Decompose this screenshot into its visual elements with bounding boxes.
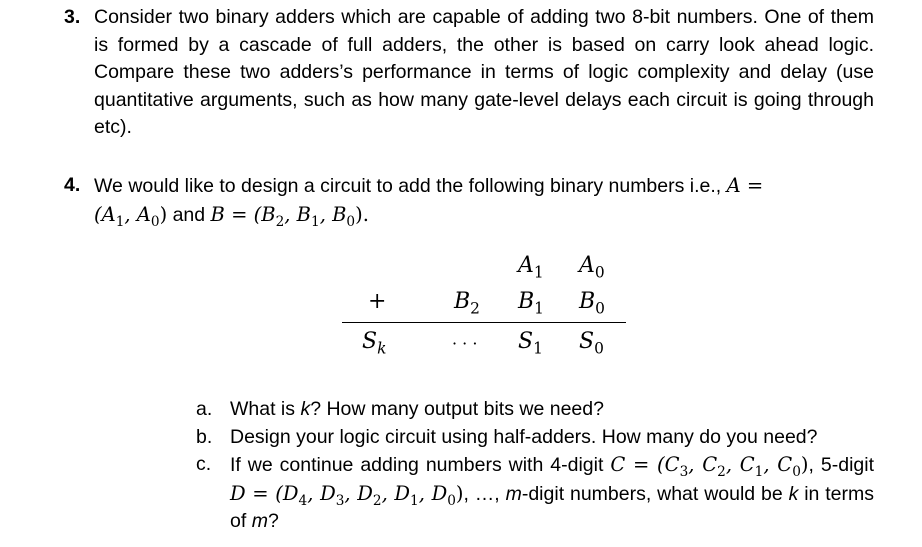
question-3-number: 3. [64,6,81,28]
operand-b1: $B_1$ [518,289,544,318]
question-3 [64,4,874,142]
binary-addition-table [342,252,626,362]
sum-sk: $S_k$ [362,329,387,358]
sum-s0: $S_0$ [579,329,604,358]
sum-divider-line [342,322,626,323]
sub-question-a: a. What is k? How many output bits we need? [194,396,874,424]
operand-a0: $A_0$ [579,253,605,282]
operand-b2: $B_2$ [454,289,480,318]
question-4-number: 4. [64,174,81,196]
sub-question-b: b. Design your logic circuit using half-adders. How many do you need? [194,424,874,452]
operand-a1: $A_1$ [518,253,544,282]
sub-question-c-label: c. [196,453,212,475]
question-4-text: We would like to design a circuit to add the following binary numbers i.e., A = ($A_1$, $A_0$) and $B = (B_2$, $B_1$, $B_0$). [94,174,764,230]
operand-b0: $B_0$ [579,289,605,318]
sum-s1: $S_1$ [518,329,543,358]
sub-question-b-label: b. [196,425,213,448]
plus-sign: + [368,289,387,314]
sub-questions [194,396,874,536]
sum-ellipsis: · · · [452,334,478,353]
sub-question-c: c. If we continue adding numbers with 4-digit $C = (C_3$, $C_2$, $C_1$, $C_0$), 5-digit $D = (D_4$, $D_3$, $D_2$, $D_1$, $D_0$), …, m-digit numbers, what would be k in terms of m? [196,453,874,532]
sub-question-a-label: a. [196,398,213,420]
question-3-text: Consider two binary adders which are capable of adding two 8-bit numbers. One of them is formed by a cascade of full adders, the other is based on carry look ahead logic. Compare these two adders’s performance in terms of logic complexity and delay (use quantitative arguments, such as how many gate-level delays each circuit is going through etc). [94,6,874,138]
question-4 [64,172,874,229]
